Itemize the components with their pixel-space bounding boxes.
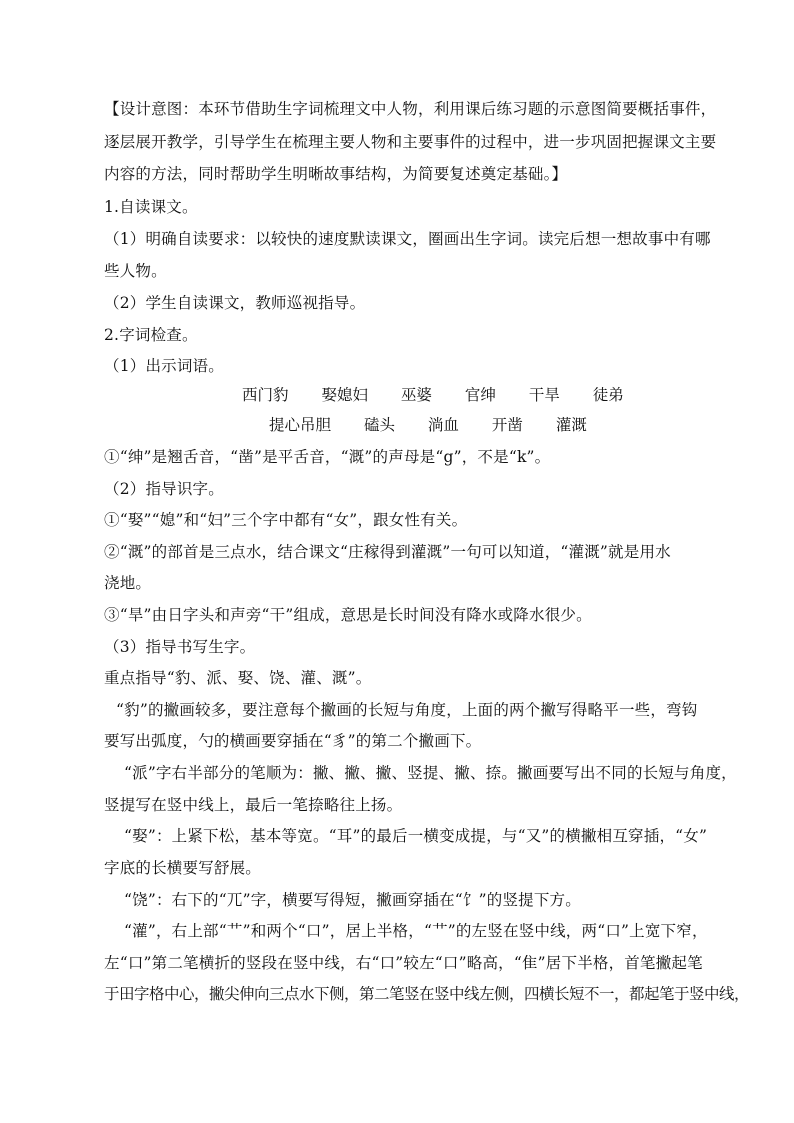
pai-guide-line-1: “派”字右半部分的笔顺为：撇、撇、撇、竖提、撇、捺。撇画要写出不同的长短与角度，: [124, 764, 737, 782]
section-1-item-1-line-2: 些人物。: [104, 262, 167, 280]
pai-guide-line-2: 竖提写在竖中线上，最后一笔捺略往上扬。: [104, 796, 403, 814]
design-intent-line-3: 内容的方法，同时帮助学生明晰故事结构，为简要复述奠定基础。】: [104, 165, 568, 183]
word: 巫婆: [400, 386, 432, 404]
word: 灌溉: [555, 416, 587, 434]
pronunciation-note: ①“绅”是翘舌音，“凿”是平舌音，“溉”的声母是“g”，不是“k”。: [104, 448, 551, 466]
bao-guide-line-2: 要写出弧度，勺的横画要穿插在“豸”的第二个撇画下。: [104, 732, 482, 750]
word: 娶媳妇: [321, 386, 368, 404]
section-2-item-3: （3）指导书写生字。: [104, 638, 256, 656]
recognition-note-1: ①“娶”“媳”和“妇”三个字中都有“女”，跟女性有关。: [104, 511, 468, 529]
qu-guide-line-1: “娶”：上紧下松，基本等宽。“耳”的最后一横变成提，与“又”的横撇相互穿插，“女”: [124, 827, 708, 845]
design-intent-line-1: 【设计意图：本环节借助生字词梳理文中人物，利用课后练习题的示意图简要概括事件，: [104, 100, 717, 118]
qu-guide-line-2: 字底的长横要写舒展。: [104, 859, 262, 877]
word: 西门豹: [242, 386, 289, 404]
guan-guide-line-2: 左“口”第二笔横折的竖段在竖中线，右“口”较左“口”略高，“隹”居下半格，首笔撇起笔: [104, 954, 703, 972]
rao-guide: “饶”：右下的“兀”字，横要写得短，撇画穿插在“饣”的竖提下方。: [124, 891, 581, 909]
word-list-row-2: [269, 414, 615, 436]
word: 提心吊胆: [269, 416, 332, 434]
section-2-title: 2.字词检查。: [104, 326, 198, 344]
bao-guide-line-1: “豹”的撇画较多，要注意每个撇画的长短与角度，上面的两个撇写得略平一些，弯钩: [116, 701, 698, 719]
recognition-note-2-line-2: 浇地。: [104, 574, 152, 592]
section-2-item-2: （2）指导识字。: [104, 480, 224, 498]
word: 徒弟: [592, 386, 624, 404]
section-2-item-1: （1）出示词语。: [104, 357, 224, 375]
recognition-note-3: ③“旱”由日字头和声旁“干”组成，意思是长时间没有降水或降水很少。: [104, 606, 592, 624]
word: 开凿: [491, 416, 523, 434]
word-list-row-1: [242, 384, 652, 406]
section-1-title: 1.自读课文。: [104, 198, 198, 216]
focus-characters: 重点指导“豹、派、娶、饶、灌、溉”。: [104, 669, 372, 687]
word: 官绅: [464, 386, 496, 404]
design-intent-line-2: 逐层展开教学，引导学生在梳理主要人物和主要事件的过程中，进一步巩固把握课文主要: [104, 133, 717, 151]
guan-guide-line-1: “灌”，右上部“艹”和两个“口”，居上半格，“艹”的左竖在竖中线，两“口”上宽下窄，: [124, 922, 708, 940]
section-1-item-1-line-1: （1）明确自读要求：以较快的速度默读课文，圈画出生字词。读完后想一想故事中有哪: [104, 230, 711, 248]
word: 磕头: [363, 416, 395, 434]
recognition-note-2-line-1: ②“溉”的部首是三点水，结合课文“庄稼得到灌溉”一句可以知道，“灌溉”就是用水: [104, 543, 671, 561]
word: 干旱: [528, 386, 560, 404]
section-1-item-2: （2）学生自读课文，教师巡视指导。: [104, 294, 366, 312]
word: 淌血: [427, 416, 459, 434]
guan-guide-line-3: 于田字格中心，撇尖伸向三点水下侧，第二笔竖在竖中线左侧，四横长短不一，都起笔于竖中线，: [104, 985, 750, 1003]
